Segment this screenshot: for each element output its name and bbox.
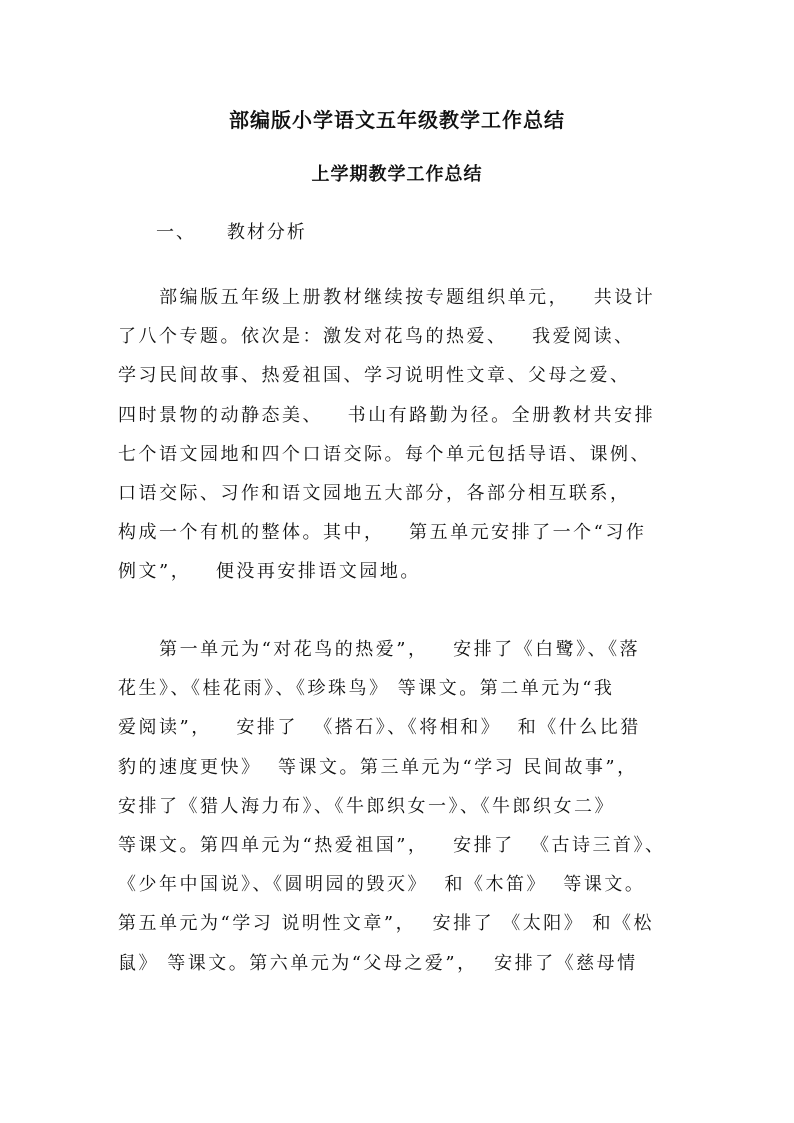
document-subtitle: 上学期教学工作总结: [311, 164, 483, 185]
text-line: 第五单元为“学习 说明性文章”， 安排了 《太阳》 和《松: [118, 913, 655, 935]
text-line: 口语交际、习作和语文园地五大部分，各部分相互联系，: [118, 482, 631, 504]
text-line: 学习民间故事、热爱祖国、学习说明性文章、父母之爱、: [118, 365, 631, 387]
text-line: 等课文。第四单元为“热爱祖国”， 安排了 《古诗三首》、: [118, 834, 666, 856]
text-line: 构成一个有机的整体。其中， 第五单元安排了一个“习作: [118, 522, 647, 544]
text-line: 第一单元为“对花鸟的热爱”， 安排了《白鹭》、《落: [118, 639, 641, 660]
text-line: 安排了《猎人海力布》、《牛郎织女一》、《牛郎织女二》: [118, 795, 615, 817]
document-title: 部编版小学语文五年级教学工作总结: [229, 108, 565, 132]
paragraph-materials-overview: [118, 278, 698, 592]
text-line: 鼠》 等课文。第六单元为“父母之爱”， 安排了《慈母情: [118, 952, 638, 974]
text-line: 了八个专题。依次是：激发对花鸟的热爱、 我爱阅读、: [118, 326, 635, 348]
text-line: 例文”， 便没再安排语文园地。: [118, 561, 421, 583]
text-line: 豹的速度更快》 等课文。第三单元为“学习 民间故事”，: [118, 756, 638, 778]
section-heading: 一、 教材分析: [156, 222, 307, 243]
text-line: 花生》、《桂花雨》、《珍珠鸟》 等课文。第二单元为“我: [118, 678, 615, 700]
paragraph-unit-contents: [118, 630, 698, 983]
text-line: 部编版五年级上册教材继续按专题组织单元， 共设计: [118, 287, 656, 308]
text-line: 四时景物的动静态美、 书山有路勤为径。全册教材共安排: [118, 404, 656, 426]
text-line: 《少年中国说》、《圆明园的毁灭》 和《木笛》 等课文。: [118, 874, 646, 896]
text-line: 七个语文园地和四个口语交际。每个单元包括导语、课例、: [118, 443, 651, 465]
text-line: 爱阅读”， 安排了 《搭石》、《将相和》 和《什么比猎: [118, 717, 641, 739]
